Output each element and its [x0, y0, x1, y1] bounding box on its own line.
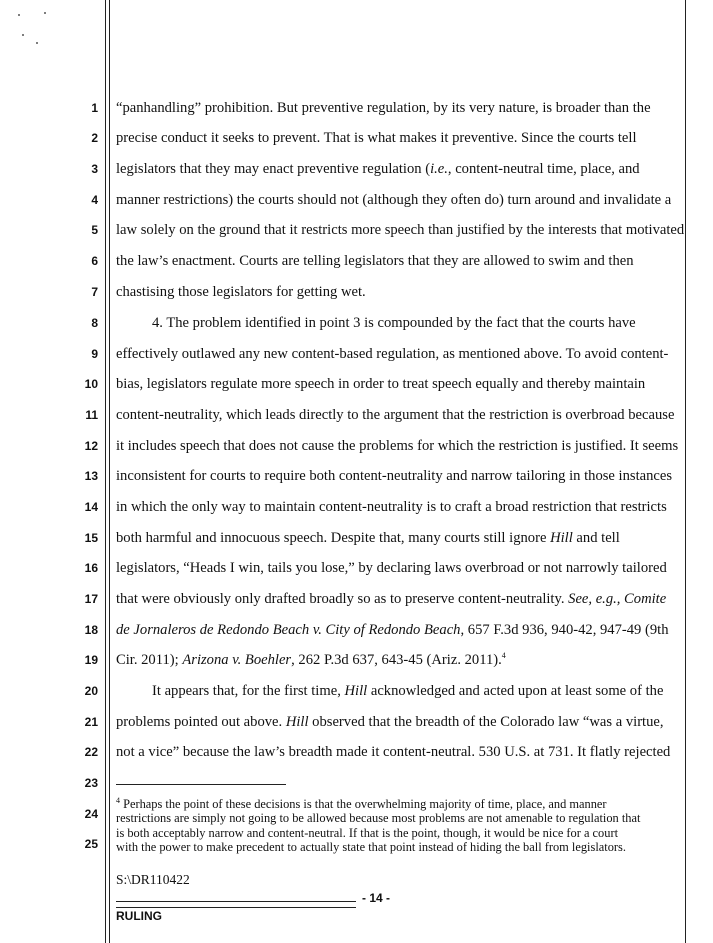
body-line: inconsistent for courts to require both content-neutrality and narrow tailoring in those instances	[116, 468, 673, 484]
text-span: acknowledged and acted upon at least some of the	[367, 683, 664, 699]
line-number: 24	[84, 807, 98, 821]
body-line: the law’s enactment. Courts are telling legislators that they are allowed to swim and then	[116, 253, 634, 269]
citation-signal: See, e.g., Comite	[568, 591, 667, 607]
footnote-ref: 4	[501, 651, 506, 661]
footnote-line: restrictions are simply not going to be allowed because most problems are not amenable to regulation that	[116, 811, 641, 825]
speck	[36, 42, 38, 44]
line-number: 17	[84, 592, 98, 606]
text-span: It appears that, for the first time,	[152, 683, 345, 699]
footer-rule	[116, 901, 356, 902]
italic-abbrev: i.e.	[430, 161, 448, 177]
left-margin-rule-inner	[109, 0, 110, 943]
body-line	[116, 713, 682, 731]
text-span: , 262 P.3d 637, 643-45 (Ariz. 2011).	[291, 652, 502, 668]
text-span: and tell	[572, 530, 620, 546]
line-number: 7	[91, 285, 98, 299]
case-name: de Jornaleros de Redondo Beach v. City of Redondo Beach	[116, 622, 461, 638]
body-line: precise conduct it seeks to prevent. That is what makes it preventive. Since the courts tell	[116, 130, 637, 146]
text-span: Perhaps the point of these decisions is that the overwhelming majority of time, place, and manner	[120, 797, 607, 811]
body-line: chastising those legislators for getting wet.	[116, 284, 366, 300]
text-span: problems pointed out above.	[116, 714, 286, 730]
line-number: 6	[91, 254, 98, 268]
body-line: bias, legislators regulate more speech in order to treat speech equally and thereby maintain	[116, 376, 646, 392]
body-line: legislators, “Heads I win, tails you lose,” by declaring laws overbroad or not narrowly tailored	[116, 560, 667, 576]
body-line: manner restrictions) the courts should not (although they often do) turn around and invalidate a	[116, 192, 672, 208]
left-margin-rule	[105, 0, 106, 943]
line-number: 3	[91, 162, 98, 176]
footer-rule-lower	[116, 907, 356, 908]
text-span: both harmful and innocuous speech. Despite that, many courts still ignore	[116, 530, 551, 546]
page-number: - 14 -	[362, 891, 391, 905]
scan-specks	[18, 12, 58, 52]
body-line	[116, 529, 682, 547]
body-line: “panhandling” prohibition. But preventive regulation, by its very nature, is broader than the	[116, 100, 651, 116]
line-number: 22	[84, 745, 98, 759]
case-name: Arizona v. Boehler	[182, 652, 292, 668]
body-line: in which the only way to maintain content-neutrality is to craft a broad restriction that restricts	[116, 499, 667, 515]
line-number: 20	[84, 684, 98, 698]
line-number: 1	[91, 101, 98, 115]
line-number: 19	[84, 653, 98, 667]
case-name: Hill	[285, 714, 309, 730]
body-line: law solely on the ground that it restricts more speech than justified by the interests that motivated	[116, 222, 685, 238]
line-number: 9	[91, 347, 98, 361]
line-number: 13	[84, 469, 98, 483]
speck	[44, 12, 46, 14]
line-number: 14	[84, 500, 98, 514]
line-number: 12	[84, 439, 98, 453]
body-line	[116, 621, 682, 639]
line-number: 25	[84, 837, 98, 851]
line-number: 21	[84, 715, 98, 729]
body-line	[116, 590, 682, 608]
text-span: that were obviously only drafted broadly so as to preserve content-neutrality.	[116, 591, 569, 607]
body-line-indented: 4. The problem identified in point 3 is compounded by the fact that the courts have	[152, 315, 636, 331]
speck	[18, 14, 20, 16]
case-name: Hill	[344, 683, 368, 699]
file-code: S:\DR110422	[116, 872, 190, 887]
document-label: RULING	[116, 909, 162, 923]
text-span: observed that the breadth of the Colorado law “was a virtue,	[308, 714, 664, 730]
right-margin-rule	[685, 0, 686, 943]
text-span: , 657 F.3d 936, 940-42, 947-49 (9th	[460, 622, 669, 638]
case-name: Hill	[550, 530, 573, 546]
footnote-separator	[116, 784, 286, 785]
body-line-indented	[152, 682, 713, 700]
footnote-marker: 4	[116, 795, 120, 805]
text-span: Cir. 2011);	[116, 652, 183, 668]
footnote-line: with the power to make precedent to actually state that point instead of hiding the ball from legislators.	[116, 840, 626, 854]
text-span: , content-neutral time, place, and	[447, 161, 640, 177]
footnote-line: is both acceptably narrow and content-neutral. If that is the point, though, it would be nice for a court	[116, 826, 619, 840]
line-number: 18	[84, 623, 98, 637]
line-number: 15	[84, 531, 98, 545]
line-number: 8	[91, 316, 98, 330]
body-line: not a vice” because the law’s breadth made it content-neutral. 530 U.S. at 731. It flatly rejected	[116, 744, 671, 760]
footnote-line	[116, 797, 684, 812]
text-span: legislators that they may enact preventive regulation (	[116, 161, 431, 177]
line-number: 5	[91, 223, 98, 237]
speck	[22, 34, 24, 36]
line-number: 23	[84, 776, 98, 790]
line-number: 16	[84, 561, 98, 575]
body-line: it includes speech that does not cause the problems for which the restriction is justified. It seems	[116, 438, 679, 454]
line-number: 11	[85, 408, 98, 422]
body-line: effectively outlawed any new content-based regulation, as mentioned above. To avoid content-	[116, 346, 669, 362]
line-number: 2	[91, 131, 98, 145]
body-line: content-neutrality, which leads directly to the argument that the restriction is overbroad because	[116, 407, 675, 423]
body-line	[116, 651, 682, 669]
line-number: 4	[91, 193, 98, 207]
line-number: 10	[84, 377, 98, 391]
body-line	[116, 160, 682, 178]
